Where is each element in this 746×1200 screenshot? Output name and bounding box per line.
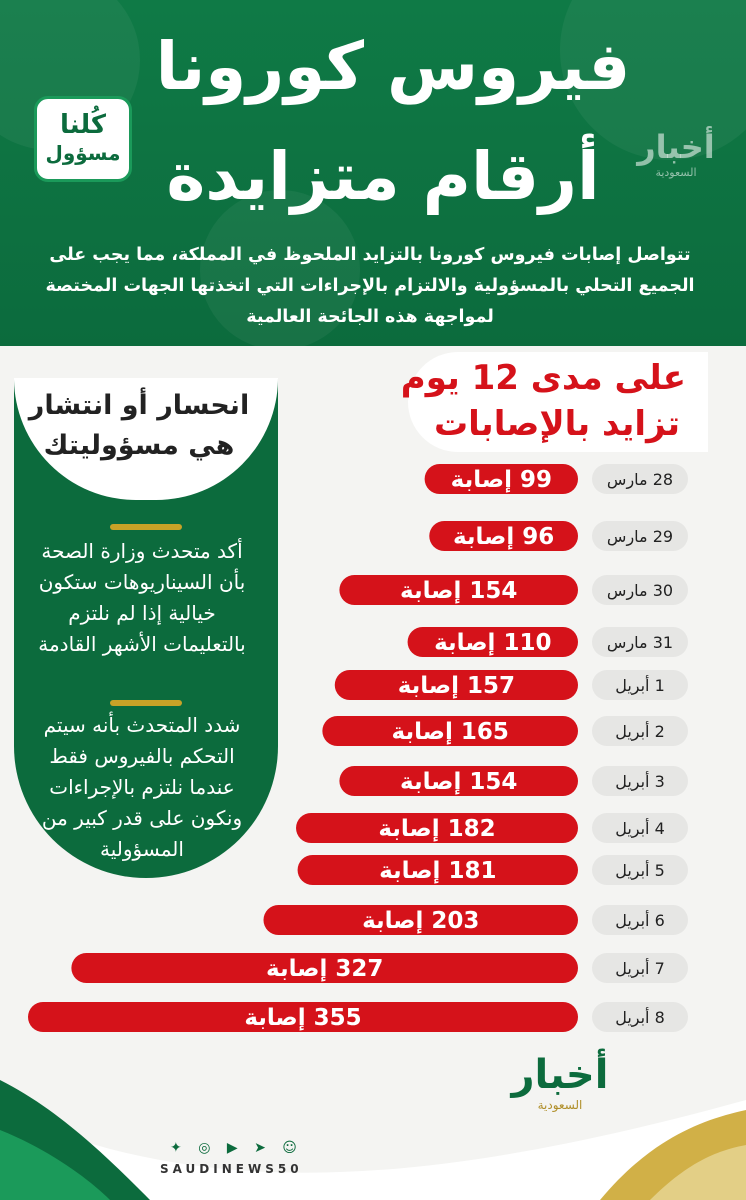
header-banner [0,0,746,346]
badge-line-1: كُلنا [59,110,107,140]
logo-sub-text: السعودية [655,166,697,179]
bar-value-label: 110 إصابة [434,630,552,656]
bar-value-label: 327 إصابة [266,956,384,982]
bar-value-label: 96 إصابة [452,524,555,550]
akhbar-logo-bottom [510,1052,610,1112]
card-text-2: شدد المتحدث بأنه سيتم التحكم بالفيروس فقط عندما نلتزم بالإجراءات ونكون على قدر كبير من المسؤولية [41,713,243,861]
bar-value-label: 165 إصابة [391,719,509,745]
date-label: 2 أبريل [615,722,665,741]
title-line-1: فيروس كورونا [155,28,631,105]
date-label: 1 أبريل [615,676,665,695]
logo-main-text: أخبار [637,128,715,166]
date-label: 28 مارس [606,470,674,489]
bar-value-label: 157 إصابة [397,673,516,699]
date-label: 8 أبريل [615,1008,665,1027]
date-label: 5 أبريل [615,861,665,880]
date-label: 30 مارس [606,581,674,600]
bar-value-label: 99 إصابة [450,467,552,493]
subtitle-line-2: تزايد بالإصابات [434,404,680,444]
bar-value-label: 182 إصابة [378,816,496,842]
footer-wave [0,1040,746,1200]
youtube-icon[interactable]: ▶ [226,1140,244,1156]
date-label: 29 مارس [606,527,674,546]
bar-value-label: 154 إصابة [400,578,518,604]
date-label: 7 أبريل [615,959,665,978]
bar-value-label: 203 إصابة [362,908,480,934]
date-label: 4 أبريل [615,819,665,838]
cases-bar-chart [0,455,746,1035]
social-handle: SAUDINEWS50 [160,1162,303,1176]
bar-value-label: 154 إصابة [400,769,518,795]
twitter-icon[interactable]: ✦ [170,1140,188,1156]
subtitle-line-1: على مدى 12 يوم [400,358,686,398]
title-line-2: أرقام متزايدة [166,138,600,215]
social-icons [170,1140,303,1156]
date-label: 3 أبريل [615,772,665,791]
card-text-1: أكد متحدث وزارة الصحة بأن السيناريوهات ستكون خيالية إذا لم نلتزم بالتعليمات الأشهر القادمة [38,539,246,656]
logo-sub-text: السعودية [537,1098,583,1112]
lead-paragraph: تتواصل إصابات فيروس كورونا بالتزايد الملحوظ في المملكة، مما يجب على الجميع التحلي بالمسؤولية والالتزام بالإجراءات التي اتخذتها الجهات المختصة لمواجهة هذه الجائحة العالمية [45,245,695,327]
akhbar-logo-top [636,128,716,188]
card-title-line-2: هي مسؤوليتك [43,430,235,461]
card-title-line-1: انحسار أو انتشار [28,390,250,421]
snapchat-icon[interactable]: ☺ [282,1140,303,1156]
logo-main-text: أخبار [511,1052,609,1098]
date-label: 31 مارس [606,633,674,652]
badge-line-2: مسؤول [45,141,121,165]
kolna-masool-badge [34,96,132,182]
instagram-icon[interactable]: ◎ [198,1140,217,1156]
telegram-icon[interactable]: ➤ [254,1140,272,1156]
bar-value-label: 355 إصابة [244,1005,362,1031]
bar-value-label: 181 إصابة [379,858,497,884]
date-label: 6 أبريل [615,911,665,930]
